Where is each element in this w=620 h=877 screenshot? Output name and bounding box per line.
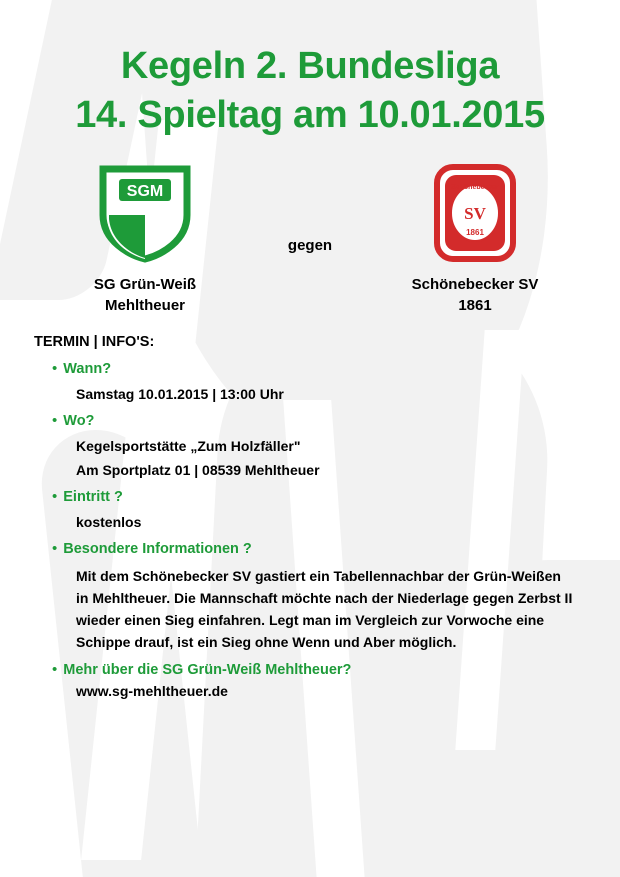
info-question: Mehr über die SG Grün-Weiß Mehltheuer? bbox=[63, 662, 352, 679]
home-club-name bbox=[45, 275, 245, 316]
away-club-name bbox=[375, 275, 575, 316]
home-club-name-line-1: SG Grün-Weiß bbox=[93, 276, 197, 294]
info-answer: Kegelsportstätte „Zum Holzfäller" bbox=[76, 437, 301, 454]
svg-text:Schönebecker: Schönebecker bbox=[451, 184, 499, 192]
svg-text:1861: 1861 bbox=[466, 228, 484, 238]
svg-text:SV: SV bbox=[464, 204, 486, 224]
info-section bbox=[0, 316, 620, 699]
bullet-icon: • bbox=[52, 411, 58, 429]
info-question: Wann? bbox=[63, 360, 112, 377]
info-answer: Am Sportplatz 01 | 08539 Mehltheuer bbox=[76, 461, 320, 478]
info-answer: Samstag 10.01.2015 | 13:00 Uhr bbox=[76, 385, 284, 402]
info-answer: kostenlos bbox=[76, 513, 142, 530]
list-item bbox=[34, 412, 586, 431]
away-club bbox=[375, 165, 575, 316]
info-answer-paragraph: Mit dem Schönebecker SV gastiert ein Tabellennachbar der Grün-Weißen in Mehltheuer. Die Mannschaft möchte nach der Niederlage gegen Zerbst II wieder einen Sieg einfahren. Legt man im Vergleich zur Vorwoche eine Schippe drauf, ist ein Sieg ohne Wenn und Aber möglich. bbox=[76, 567, 573, 651]
info-question: Besondere Informationen ? bbox=[63, 541, 252, 558]
info-question: Eintritt ? bbox=[63, 489, 123, 506]
home-club bbox=[45, 165, 245, 316]
away-club-name-line-2: 1861 bbox=[458, 296, 492, 314]
list-item bbox=[34, 360, 586, 379]
versus-label: gegen bbox=[287, 237, 333, 255]
away-club-crest-icon bbox=[375, 165, 575, 261]
info-heading: TERMIN | INFO'S: bbox=[34, 333, 155, 350]
bullet-icon: • bbox=[52, 359, 58, 377]
list-item bbox=[34, 488, 586, 507]
title-line-1: Kegeln 2. Bundesliga bbox=[120, 45, 500, 87]
info-question: Wo? bbox=[63, 412, 95, 429]
svg-text:SGM: SGM bbox=[126, 183, 164, 201]
home-club-crest-icon bbox=[45, 165, 245, 261]
away-club-name-line-1: Schönebecker SV bbox=[411, 276, 539, 294]
bullet-icon: • bbox=[52, 661, 58, 679]
list-item bbox=[34, 540, 586, 559]
title-line-2: 14. Spieltag am 10.01.2015 bbox=[75, 93, 545, 136]
home-club-name-line-2: Mehltheuer bbox=[104, 296, 185, 314]
matchup-row bbox=[0, 165, 620, 316]
bullet-icon: • bbox=[52, 488, 58, 506]
website-link[interactable]: www.sg-mehltheuer.de bbox=[76, 683, 228, 700]
list-item bbox=[34, 661, 586, 680]
bullet-icon: • bbox=[52, 540, 58, 558]
page-title bbox=[0, 0, 620, 139]
